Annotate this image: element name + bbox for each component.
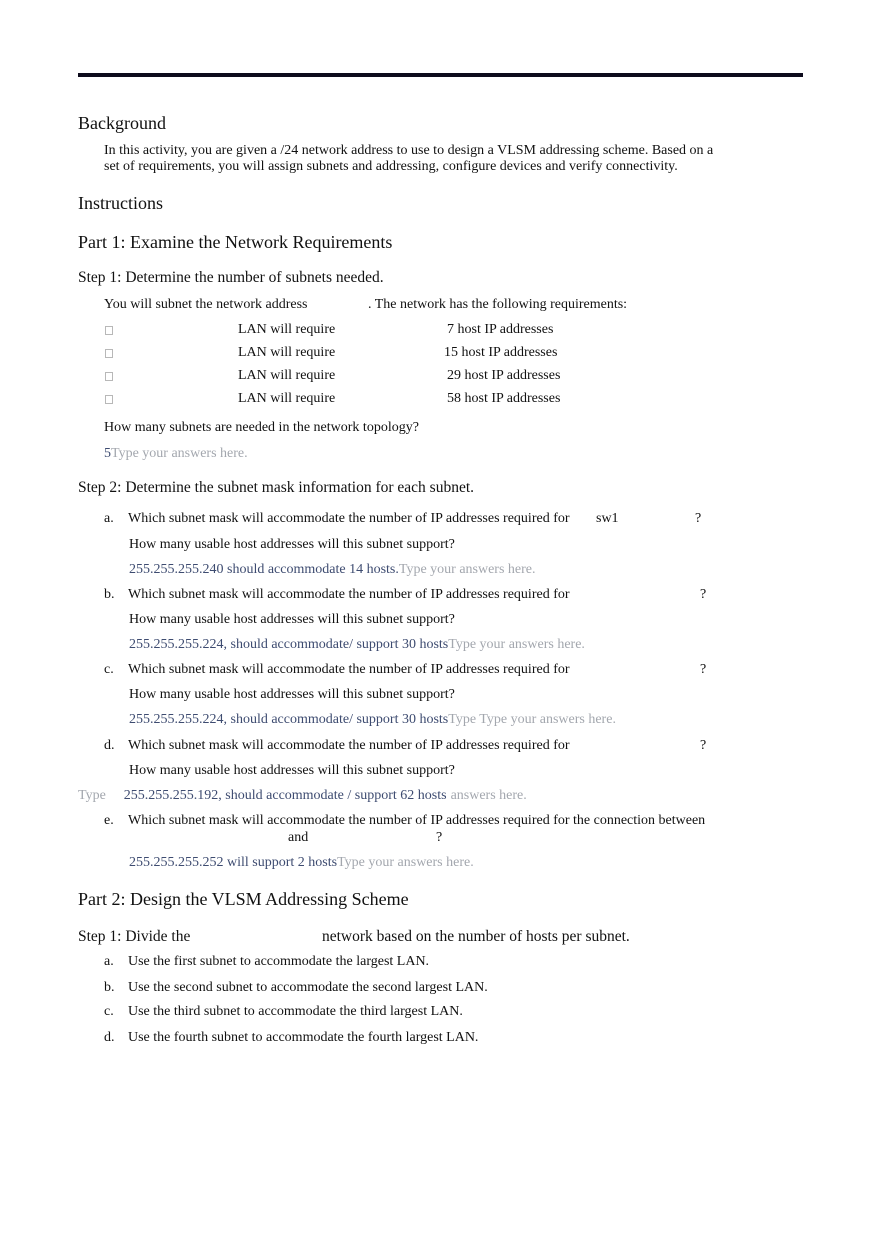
requirement-label: LAN will require bbox=[238, 322, 336, 337]
subnet-target: sw1 bbox=[596, 511, 619, 526]
background-paragraph-line2: set of requirements, you will assign subnets and addressing, configure devices and verify connectivity. bbox=[104, 159, 678, 174]
answer-field-a[interactable] bbox=[129, 562, 536, 578]
part1-step2-heading: Step 2: Determine the subnet mask information for each subnet. bbox=[78, 479, 475, 496]
subnet-question: Which subnet mask will accommodate the number of IP addresses required for the connection between bbox=[128, 813, 706, 828]
answer-placeholder: Type Type your answers here. bbox=[448, 712, 616, 727]
answer-placeholder: answers here. bbox=[450, 788, 527, 803]
and-word: and bbox=[288, 830, 309, 845]
part1-step1-heading: Step 1: Determine the number of subnets needed. bbox=[78, 269, 384, 286]
answer-text: 255.255.255.224, should accommodate/ support 30 hosts bbox=[129, 637, 449, 652]
answer-placeholder: Type your answers here. bbox=[111, 446, 248, 461]
item-letter: a. bbox=[104, 954, 114, 969]
hosts-question: How many usable host addresses will this subnet support? bbox=[129, 687, 455, 702]
part2-heading: Part 2: Design the VLSM Addressing Scheme bbox=[78, 889, 409, 909]
item-letter: d. bbox=[104, 738, 115, 753]
question-mark: ? bbox=[700, 738, 707, 753]
answer-text: 255.255.255.192, should accommodate / support 62 hosts bbox=[123, 788, 447, 803]
answer-field-c[interactable] bbox=[129, 712, 616, 728]
hosts-question: How many usable host addresses will this subnet support? bbox=[129, 763, 455, 778]
instruction-item: Use the first subnet to accommodate the largest LAN. bbox=[128, 954, 430, 969]
answer-text: 255.255.255.224, should accommodate/ support 30 hosts bbox=[129, 712, 449, 727]
header-rule bbox=[78, 73, 803, 77]
answer-placeholder: Type your answers here. bbox=[337, 855, 474, 870]
subnet-question: Which subnet mask will accommodate the number of IP addresses required for bbox=[128, 511, 570, 526]
requirement-hosts: 29 host IP addresses bbox=[447, 368, 561, 383]
checkbox-icon bbox=[105, 395, 113, 404]
instruction-item: Use the fourth subnet to accommodate the fourth largest LAN. bbox=[128, 1030, 479, 1045]
instructions-heading: Instructions bbox=[78, 193, 163, 213]
answer-placeholder: Type your answers here. bbox=[448, 637, 585, 652]
item-letter: a. bbox=[104, 511, 114, 526]
answer-field-d[interactable] bbox=[78, 788, 527, 804]
background-paragraph-line1: In this activity, you are given a /24 network address to use to design a VLSM addressing scheme. Based on a bbox=[104, 143, 714, 158]
subnets-answer-field[interactable] bbox=[104, 446, 248, 462]
hosts-question: How many usable host addresses will this subnet support? bbox=[129, 612, 455, 627]
question-mark: ? bbox=[695, 511, 702, 526]
answer-text: 255.255.255.252 will support 2 hosts bbox=[129, 855, 338, 870]
requirement-hosts: 7 host IP addresses bbox=[447, 322, 554, 337]
requirement-label: LAN will require bbox=[238, 345, 336, 360]
background-heading: Background bbox=[78, 113, 166, 133]
hosts-question: How many usable host addresses will this subnet support? bbox=[129, 537, 455, 552]
answer-field-e[interactable] bbox=[129, 855, 474, 871]
network-address-intro: You will subnet the network address bbox=[104, 297, 308, 312]
subnets-question: How many subnets are needed in the network topology? bbox=[104, 420, 419, 435]
checkbox-icon bbox=[105, 349, 113, 358]
question-mark: ? bbox=[700, 662, 707, 677]
question-mark: ? bbox=[700, 587, 707, 602]
item-letter: b. bbox=[104, 980, 115, 995]
requirement-hosts: 15 host IP addresses bbox=[444, 345, 558, 360]
item-letter: c. bbox=[104, 1004, 114, 1019]
item-letter: b. bbox=[104, 587, 115, 602]
part1-heading: Part 1: Examine the Network Requirements bbox=[78, 232, 393, 252]
item-letter: d. bbox=[104, 1030, 115, 1045]
answer-text: 5 bbox=[104, 446, 111, 461]
item-letter: c. bbox=[104, 662, 114, 677]
subnet-question: Which subnet mask will accommodate the number of IP addresses required for bbox=[128, 662, 570, 677]
requirement-label: LAN will require bbox=[238, 368, 336, 383]
checkbox-icon bbox=[105, 326, 113, 335]
part2-step1-heading-end: network based on the number of hosts per subnet. bbox=[322, 928, 630, 945]
instruction-item: Use the second subnet to accommodate the second largest LAN. bbox=[128, 980, 488, 995]
answer-text: 255.255.255.240 should accommodate 14 hosts. bbox=[129, 562, 399, 577]
requirement-label: LAN will require bbox=[238, 391, 336, 406]
subnet-question: Which subnet mask will accommodate the number of IP addresses required for bbox=[128, 587, 570, 602]
answer-placeholder: Type your answers here. bbox=[398, 562, 536, 577]
question-mark: ? bbox=[436, 830, 443, 845]
item-letter: e. bbox=[104, 813, 114, 828]
answer-placeholder-prefix: Type bbox=[78, 788, 106, 803]
instruction-item: Use the third subnet to accommodate the third largest LAN. bbox=[128, 1004, 463, 1019]
answer-field-b[interactable] bbox=[129, 637, 585, 653]
subnet-question: Which subnet mask will accommodate the number of IP addresses required for bbox=[128, 738, 570, 753]
requirement-hosts: 58 host IP addresses bbox=[447, 391, 561, 406]
part2-step1-heading-start: Step 1: Divide the bbox=[78, 928, 191, 945]
network-address-intro-end: . The network has the following requirements: bbox=[368, 297, 628, 312]
checkbox-icon bbox=[105, 372, 113, 381]
